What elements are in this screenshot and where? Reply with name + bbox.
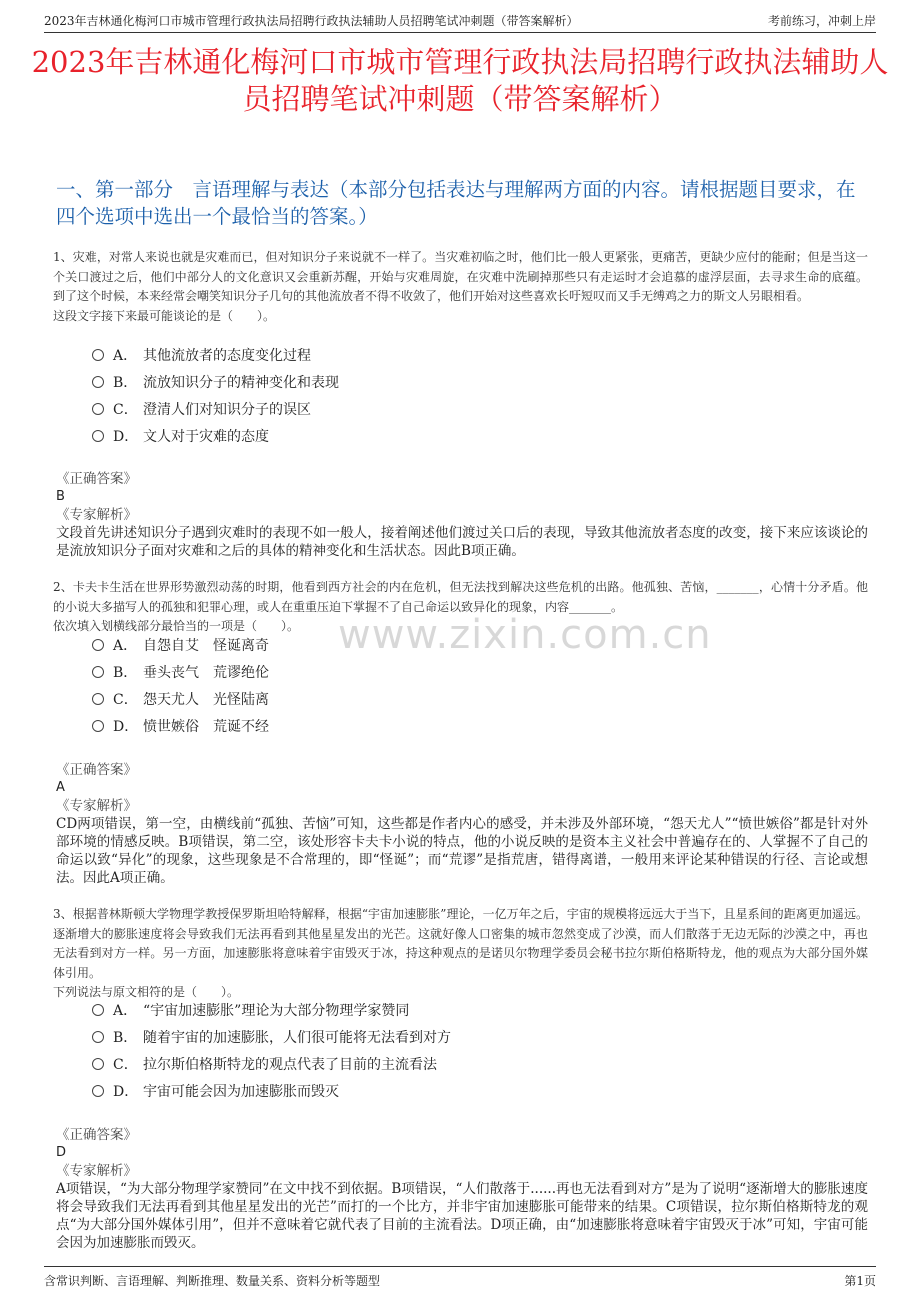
question-stem: 3、根据普林斯顿大学物理学教授保罗斯坦哈特解释，根据“宇宙加速膨胀”理论，一亿万年之后，宇宙的规模将远远大于当下，且星系间的距离更加遥远。逐渐增大的膨胀速度将会导致我们无法再看到其他星星发出的光芒。这就好像人口密集的城市忽然变成了沙漠，而人们散落于无边无际的沙漠之中，再也无法看到对方一样。另一方面，加速膨胀将意味着宇宙毁灭于冰，持这种观点的是诺贝尔物理学委员会秘书拉尔斯伯格斯特龙，他的观点为大部分国外媒体引用。 [53, 907, 868, 980]
radio-icon[interactable] [92, 1085, 104, 1097]
page-number: 第1页 [844, 1274, 876, 1288]
radio-icon[interactable] [92, 349, 104, 361]
option-d[interactable]: D． 文人对于灾难的态度 [92, 424, 339, 451]
options-q3 [92, 998, 451, 1106]
question-3 [53, 905, 868, 1003]
radio-icon[interactable] [92, 376, 104, 388]
option-c[interactable]: C． 拉尔斯伯格斯特龙的观点代表了目前的主流看法 [92, 1052, 451, 1079]
answer-block-q1 [56, 470, 868, 560]
options-q1 [92, 343, 339, 451]
option-a[interactable]: A． 其他流放者的态度变化过程 [92, 343, 339, 370]
footer-topics: 含常识判断、言语理解、判断推理、数量关系、资料分析等题型 [44, 1274, 381, 1288]
answer-value: B [56, 489, 65, 504]
analysis-text: 文段首先讲述知识分子遇到灾难时的表现不如一般人，接着阐述他们渡过关口后的表现，导致其他流放者态度的改变，接下来应该谈论的是流放知识分子面对灾难和之后的具体的精神变化和生活状态。因此B项正确。 [56, 525, 868, 559]
option-c[interactable]: C． 澄清人们对知识分子的误区 [92, 397, 339, 424]
radio-icon[interactable] [92, 430, 104, 442]
running-header [44, 10, 876, 33]
answer-value: A [56, 780, 65, 795]
radio-icon[interactable] [92, 666, 104, 678]
radio-icon[interactable] [92, 693, 104, 705]
question-stem: 1、灾难，对常人来说也就是灾难而已，但对知识分子来说就不一样了。当灾难初临之时，他们比一般人更紧张，更痛苦，更缺少应付的能耐；但是当这一个关口渡过之后，他们中部分人的文化意识又会重新苏醒，开始与灾难周旋，在灾难中洗刷掉那些只有走运时才会追慕的虚浮层面，去寻求生命的底蕴。到了这个时候，本来经常会嘲笑知识分子几句的其他流放者不得不收敛了，他们开始对这些喜欢长吁短叹而又手无缚鸡之力的斯文人另眼相看。 [53, 250, 868, 303]
answer-block-q2 [56, 761, 868, 887]
radio-icon[interactable] [92, 1058, 104, 1070]
option-b[interactable]: B． 随着宇宙的加速膨胀，人们很可能将无法看到对方 [92, 1025, 451, 1052]
options-q2 [92, 633, 269, 741]
radio-icon[interactable] [92, 639, 104, 651]
option-c[interactable]: C． 怨天尤人 光怪陆离 [92, 687, 269, 714]
radio-icon[interactable] [92, 1004, 104, 1016]
answer-value: D [56, 1145, 67, 1160]
option-d[interactable]: D． 愤世嫉俗 荒诞不经 [92, 714, 269, 741]
option-a[interactable]: A． “宇宙加速膨胀”理论为大部分物理学家赞同 [92, 998, 451, 1025]
answer-label: 《正确答案》 [56, 1127, 137, 1143]
analysis-label: 《专家解析》 [56, 1163, 137, 1179]
watermark: www.zixin.com.cn [338, 612, 712, 658]
analysis-label: 《专家解析》 [56, 798, 137, 814]
option-b[interactable]: B． 流放知识分子的精神变化和表现 [92, 370, 339, 397]
header-slogan: 考前练习，冲刺上岸 [767, 14, 876, 28]
analysis-text: A项错误，“为大部分物理学家赞同”在文中找不到依据。B项错误，“人们散落于......再也无法看到对方”是为了说明“逐渐增大的膨胀速度将会导致我们无法再看到其他星星发出的光芒”而打的一个比方，并非宇宙加速膨胀可能带来的结果。C项错误，拉尔斯伯格斯特龙的观点“为大部分国外媒体引用”，但并不意味着它就代表了目前的主流看法。D项正确，由“加速膨胀将意味着宇宙毁灭于冰”可知，宇宙可能会因为加速膨胀而毁灭。 [56, 1181, 868, 1251]
page-title: 2023年吉林通化梅河口市城市管理行政执法局招聘行政执法辅助人员招聘笔试冲刺题（带答案解析） [31, 45, 889, 116]
question-1 [53, 248, 868, 326]
question-prompt: 依次填入划横线部分最恰当的一项是（ ）。 [53, 619, 300, 633]
analysis-label: 《专家解析》 [56, 507, 137, 523]
question-stem: 2、卡夫卡生活在世界形势激烈动荡的时期，他看到西方社会的内在危机，但无法找到解决这些危机的出路。他孤独、苦恼，_______，心情十分矛盾。他的小说大多描写人的孤独和犯罪心理，或人在重重压迫下掌握不了自己命运以致异化的现象，内容_______。 [53, 580, 868, 614]
radio-icon[interactable] [92, 403, 104, 415]
radio-icon[interactable] [92, 720, 104, 732]
answer-label: 《正确答案》 [56, 471, 137, 487]
option-a[interactable]: A． 自怨自艾 怪诞离奇 [92, 633, 269, 660]
header-doc-title: 2023年吉林通化梅河口市城市管理行政执法局招聘行政执法辅助人员招聘笔试冲刺题（带答案解析） [44, 14, 579, 28]
analysis-text: CD两项错误，第一空，由横线前“孤独、苦恼”可知，这些都是作者内心的感受，并未涉及外部环境，“怨天尤人”“愤世嫉俗”都是针对外部环境的情感反映。B项错误，第二空，该处形容卡夫卡小说的特点，他的小说反映的是资本主义社会中普遍存在的、人掌握不了自己的命运以致“异化”的现象，这些现象是不合常理的，即“怪诞”；而“荒谬”是指荒唐，错得离谱，一般用来评论某种错误的行径、言论或想法。因此A项正确。 [56, 816, 868, 886]
answer-block-q3 [56, 1126, 868, 1252]
running-footer [44, 1266, 876, 1293]
answer-label: 《正确答案》 [56, 762, 137, 778]
question-prompt: 下列说法与原文相符的是（ ）。 [53, 985, 240, 999]
option-d[interactable]: D． 宇宙可能会因为加速膨胀而毁灭 [92, 1079, 451, 1106]
radio-icon[interactable] [92, 1031, 104, 1043]
option-b[interactable]: B． 垂头丧气 荒谬绝伦 [92, 660, 269, 687]
section-heading: 一、第一部分 言语理解与表达（本部分包括表达与理解两方面的内容。请根据题目要求，在四个选项中选出一个最恰当的答案。） [56, 178, 856, 228]
question-prompt: 这段文字接下来最可能谈论的是（ ）。 [53, 308, 276, 323]
